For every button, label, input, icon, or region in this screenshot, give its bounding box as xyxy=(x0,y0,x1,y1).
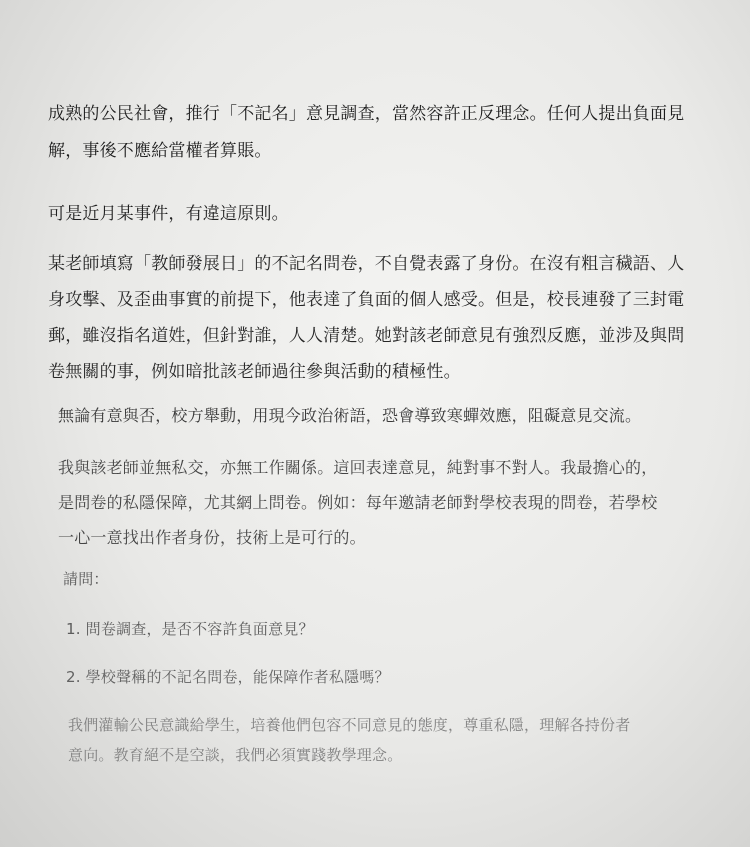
paragraph-intro: 成熟的公民社會，推行「不記名」意見調查，當然容許正反理念。任何人提出負面見 解，事後不應給當權者算賬。 xyxy=(48,104,685,161)
paragraph-questions-heading: 請問： xyxy=(63,570,109,588)
paragraph-privacy-concern: 我與該老師並無私交，亦無工作關係。這回表達意見，純對事不對人。我最擔心的， 是問卷的私隱保障，尤其網上問卷。例如：每年邀請老師對學校表現的問卷，若學校 一心一意找出作者身份，技術上是可行的。 xyxy=(58,458,658,547)
paragraph-incident: 可是近月某事件，有違這原則。 xyxy=(48,204,289,224)
paragraph-details: 某老師填寫「教師發展日」的不記名問卷，不自覺表露了身份。在沒有粗言穢語、人 身攻擊、及歪曲事實的前提下，他表達了負面的個人感受。但是，校長連發了三封電 郵，雖沒指名道姓，但針對誰，人人清楚。她對該老師意見有強烈反應，並涉及與問 卷無關的事，例如暗批該老師過往參與活動的積極性。 xyxy=(48,254,685,382)
paragraph-chilling-effect: 無論有意與否，校方舉動，用現今政治術語，恐會導致寒蟬效應，阻礙意見交流。 xyxy=(58,406,642,425)
question-item-1: 1. 問卷調查，是否不容許負面意見？ xyxy=(66,620,314,638)
paragraph-conclusion: 我們灌輸公民意識給學生，培養他們包容不同意見的態度，尊重私隱，理解各持份者 意向。教育絕不是空談，我們必須實踐教學理念。 xyxy=(68,716,631,764)
question-item-2: 2. 學校聲稱的不記名問卷，能保障作者私隱嗎？ xyxy=(66,668,390,686)
